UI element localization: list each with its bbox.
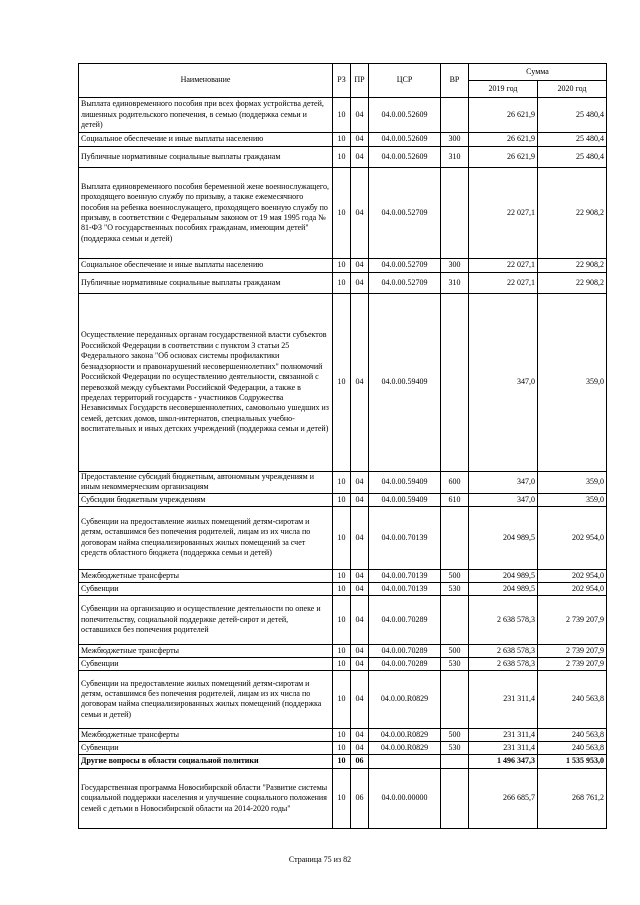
row-csr: 04.0.00.52709 [369, 168, 441, 259]
row-vr: 530 [441, 657, 469, 670]
row-rz: 10 [333, 728, 351, 741]
page-footer: Страница 75 из 82 [288, 855, 352, 864]
row-csr: 04.0.00.70139 [369, 506, 441, 569]
row-value-2019: 204 989,5 [469, 569, 538, 582]
row-value-2019: 22 027,1 [469, 273, 538, 294]
table-row [79, 98, 607, 133]
row-value-2020: 22 908,2 [538, 273, 607, 294]
row-value-2020: 202 954,0 [538, 506, 607, 569]
table-row [79, 595, 607, 644]
row-rz: 10 [333, 147, 351, 168]
row-vr [441, 768, 469, 828]
row-rz: 10 [333, 644, 351, 657]
row-rz: 10 [333, 768, 351, 828]
table-row [79, 493, 607, 506]
row-name: Выплата единовременного пособия беременной жене военнослужащего, проходящего военную службу по призыву, а также ежемесячного пособия на ребенка военнослужащего, проходящего военную службу по призыву, в соответствии с Федеральным законом от 19 мая 1995 года № 81-ФЗ "О государственных пособиях гражданам, имеющим детей" (поддержка семьи и детей) [79, 168, 333, 259]
row-pr: 06 [351, 754, 369, 768]
table-row [79, 168, 607, 259]
row-value-2020: 1 535 953,0 [538, 754, 607, 768]
row-name: Межбюджетные трансферты [79, 569, 333, 582]
row-name: Субвенции [79, 582, 333, 595]
row-rz: 10 [333, 595, 351, 644]
table-body [79, 98, 607, 829]
row-csr: 04.0.00.R0829 [369, 728, 441, 741]
row-pr: 04 [351, 472, 369, 494]
row-value-2019: 22 027,1 [469, 168, 538, 259]
row-pr: 04 [351, 294, 369, 472]
header-2020: 2020 год [538, 81, 607, 98]
row-value-2020: 359,0 [538, 472, 607, 494]
row-vr: 610 [441, 493, 469, 506]
row-csr: 04.0.00.52609 [369, 147, 441, 168]
row-csr: 04.0.00.70289 [369, 657, 441, 670]
table-row [79, 472, 607, 494]
table-row [79, 644, 607, 657]
row-value-2019: 2 638 578,3 [469, 595, 538, 644]
row-csr: 04.0.00.52709 [369, 273, 441, 294]
row-pr: 04 [351, 569, 369, 582]
row-value-2019: 26 621,9 [469, 98, 538, 133]
row-name: Публичные нормативные социальные выплаты гражданам [79, 273, 333, 294]
document-page [78, 63, 606, 829]
header-sum: Сумма [469, 64, 607, 81]
row-value-2019: 347,0 [469, 472, 538, 494]
row-value-2019: 22 027,1 [469, 259, 538, 273]
row-csr: 04.0.00.70289 [369, 595, 441, 644]
row-value-2020: 240 563,8 [538, 728, 607, 741]
row-name: Субвенции на предоставление жилых помещений детям-сиротам и детям, оставшимся без попечения родителей, лицам из их числа по договорам найма специализированных жилых помещений за счет средств областного бюджета (поддержка семьи и детей) [79, 506, 333, 569]
row-vr: 300 [441, 259, 469, 273]
row-pr: 04 [351, 133, 369, 147]
header-vr: ВР [441, 64, 469, 98]
row-vr [441, 98, 469, 133]
row-rz: 10 [333, 294, 351, 472]
row-value-2020: 359,0 [538, 493, 607, 506]
row-csr: 04.0.00.52609 [369, 133, 441, 147]
row-pr: 04 [351, 595, 369, 644]
row-rz: 10 [333, 582, 351, 595]
row-pr: 04 [351, 506, 369, 569]
row-value-2019: 347,0 [469, 294, 538, 472]
row-pr: 04 [351, 493, 369, 506]
header-pr: ПР [351, 64, 369, 98]
row-name: Публичные нормативные социальные выплаты гражданам [79, 147, 333, 168]
row-pr: 04 [351, 147, 369, 168]
table-row [79, 259, 607, 273]
row-name: Выплата единовременного пособия при всех формах устройства детей, лишенных родительского попечения, в семью (поддержка семьи и детей) [79, 98, 333, 133]
row-rz: 10 [333, 569, 351, 582]
row-vr: 500 [441, 728, 469, 741]
row-pr: 04 [351, 168, 369, 259]
row-name: Социальное обеспечение и иные выплаты населению [79, 133, 333, 147]
row-vr: 530 [441, 741, 469, 754]
row-vr: 530 [441, 582, 469, 595]
row-csr: 04.0.00.70139 [369, 569, 441, 582]
table-header [79, 64, 607, 98]
row-rz: 10 [333, 657, 351, 670]
budget-table [78, 63, 607, 829]
row-name: Другие вопросы в области социальной политики [79, 754, 333, 768]
table-row [79, 670, 607, 728]
table-row [79, 728, 607, 741]
row-name: Межбюджетные трансферты [79, 728, 333, 741]
row-value-2019: 231 311,4 [469, 741, 538, 754]
row-vr: 300 [441, 133, 469, 147]
table-row [79, 582, 607, 595]
row-rz: 10 [333, 259, 351, 273]
row-value-2019: 204 989,5 [469, 582, 538, 595]
row-value-2020: 202 954,0 [538, 569, 607, 582]
row-rz: 10 [333, 741, 351, 754]
table-row [79, 754, 607, 768]
row-csr: 04.0.00.59409 [369, 294, 441, 472]
row-csr: 04.0.00.52709 [369, 259, 441, 273]
table-row [79, 741, 607, 754]
row-pr: 04 [351, 644, 369, 657]
row-rz: 10 [333, 670, 351, 728]
row-pr: 04 [351, 98, 369, 133]
header-name: Наименование [79, 64, 333, 98]
row-csr: 04.0.00.59409 [369, 472, 441, 494]
row-value-2020: 202 954,0 [538, 582, 607, 595]
row-name: Субвенции [79, 657, 333, 670]
table-row [79, 569, 607, 582]
row-value-2019: 347,0 [469, 493, 538, 506]
row-rz: 10 [333, 754, 351, 768]
row-value-2019: 231 311,4 [469, 728, 538, 741]
row-pr: 04 [351, 273, 369, 294]
row-value-2020: 2 739 207,9 [538, 595, 607, 644]
row-value-2020: 240 563,8 [538, 741, 607, 754]
row-name: Субвенции на организацию и осуществление деятельности по опеке и попечительству, социальной поддержке детей-сирот и детей, оставшихся без попечения родителей [79, 595, 333, 644]
row-csr: 04.0.00.52609 [369, 98, 441, 133]
row-value-2019: 231 311,4 [469, 670, 538, 728]
row-value-2019: 26 621,9 [469, 147, 538, 168]
table-row [79, 273, 607, 294]
row-value-2019: 266 685,7 [469, 768, 538, 828]
row-vr: 600 [441, 472, 469, 494]
row-value-2020: 2 739 207,9 [538, 644, 607, 657]
table-row [79, 133, 607, 147]
table-row [79, 506, 607, 569]
row-value-2020: 268 761,2 [538, 768, 607, 828]
row-csr: 04.0.00.00000 [369, 768, 441, 828]
row-value-2019: 1 496 347,3 [469, 754, 538, 768]
row-name: Осуществление переданных органам государственной власти субъектов Российской Федерации в соответствии с пунктом 3 статьи 25 Федерального закона "Об основах системы профилактики безнадзорности и правонарушений несовершеннолетних" полномочий Российской Федерации по осуществлению деятельности, связанной с перевозкой между субъектами Российской Федерации, а также в пределах территорий государств - участников Содружества Независимых Государств несовершеннолетних, самовольно ушедших из семей, детских домов, школ-интернатов, специальных учебно-воспитательных и иных детских учреждений (поддержка семьи и детей) [79, 294, 333, 472]
row-value-2020: 359,0 [538, 294, 607, 472]
row-vr [441, 754, 469, 768]
row-csr: 04.0.00.R0829 [369, 741, 441, 754]
row-pr: 04 [351, 670, 369, 728]
row-value-2020: 2 739 207,9 [538, 657, 607, 670]
row-value-2019: 2 638 578,3 [469, 644, 538, 657]
row-value-2019: 204 989,5 [469, 506, 538, 569]
row-pr: 04 [351, 741, 369, 754]
row-pr: 06 [351, 768, 369, 828]
row-value-2020: 240 563,8 [538, 670, 607, 728]
header-2019: 2019 год [469, 81, 538, 98]
row-rz: 10 [333, 98, 351, 133]
row-vr [441, 670, 469, 728]
row-name: Субсидии бюджетным учреждениям [79, 493, 333, 506]
table-row [79, 657, 607, 670]
table-row [79, 294, 607, 472]
row-rz: 10 [333, 472, 351, 494]
row-name: Предоставление субсидий бюджетным, автономным учреждениям и иным некоммерческим организациям [79, 472, 333, 494]
row-value-2020: 22 908,2 [538, 259, 607, 273]
row-vr: 500 [441, 644, 469, 657]
row-csr: 04.0.00.70139 [369, 582, 441, 595]
row-vr [441, 506, 469, 569]
row-value-2020: 25 480,4 [538, 98, 607, 133]
row-csr [369, 754, 441, 768]
row-csr: 04.0.00.70289 [369, 644, 441, 657]
row-name: Межбюджетные трансферты [79, 644, 333, 657]
row-vr: 310 [441, 273, 469, 294]
row-rz: 10 [333, 273, 351, 294]
row-rz: 10 [333, 493, 351, 506]
row-value-2020: 22 908,2 [538, 168, 607, 259]
header-rz: РЗ [333, 64, 351, 98]
row-pr: 04 [351, 728, 369, 741]
header-csr: ЦСР [369, 64, 441, 98]
row-value-2020: 25 480,4 [538, 147, 607, 168]
row-vr: 500 [441, 569, 469, 582]
row-csr: 04.0.00.59409 [369, 493, 441, 506]
row-vr [441, 168, 469, 259]
row-name: Государственная программа Новосибирской области "Развитие системы социальной поддержки населения и улучшение социального положения семей с детьми в Новосибирской области на 2014-2020 годы" [79, 768, 333, 828]
row-rz: 10 [333, 168, 351, 259]
row-value-2019: 26 621,9 [469, 133, 538, 147]
row-vr: 310 [441, 147, 469, 168]
row-pr: 04 [351, 259, 369, 273]
row-name: Субвенции [79, 741, 333, 754]
row-name: Социальное обеспечение и иные выплаты населению [79, 259, 333, 273]
row-vr [441, 294, 469, 472]
row-rz: 10 [333, 133, 351, 147]
row-vr [441, 595, 469, 644]
table-row [79, 147, 607, 168]
row-csr: 04.0.00.R0829 [369, 670, 441, 728]
row-name: Субвенции на предоставление жилых помещений детям-сиротам и детям, оставшимся без попечения родителей, лицам из их числа по договорам найма специализированных жилых помещений (поддержка семьи и детей) [79, 670, 333, 728]
row-rz: 10 [333, 506, 351, 569]
row-value-2020: 25 480,4 [538, 133, 607, 147]
row-pr: 04 [351, 582, 369, 595]
table-row [79, 768, 607, 828]
row-value-2019: 2 638 578,3 [469, 657, 538, 670]
row-pr: 04 [351, 657, 369, 670]
